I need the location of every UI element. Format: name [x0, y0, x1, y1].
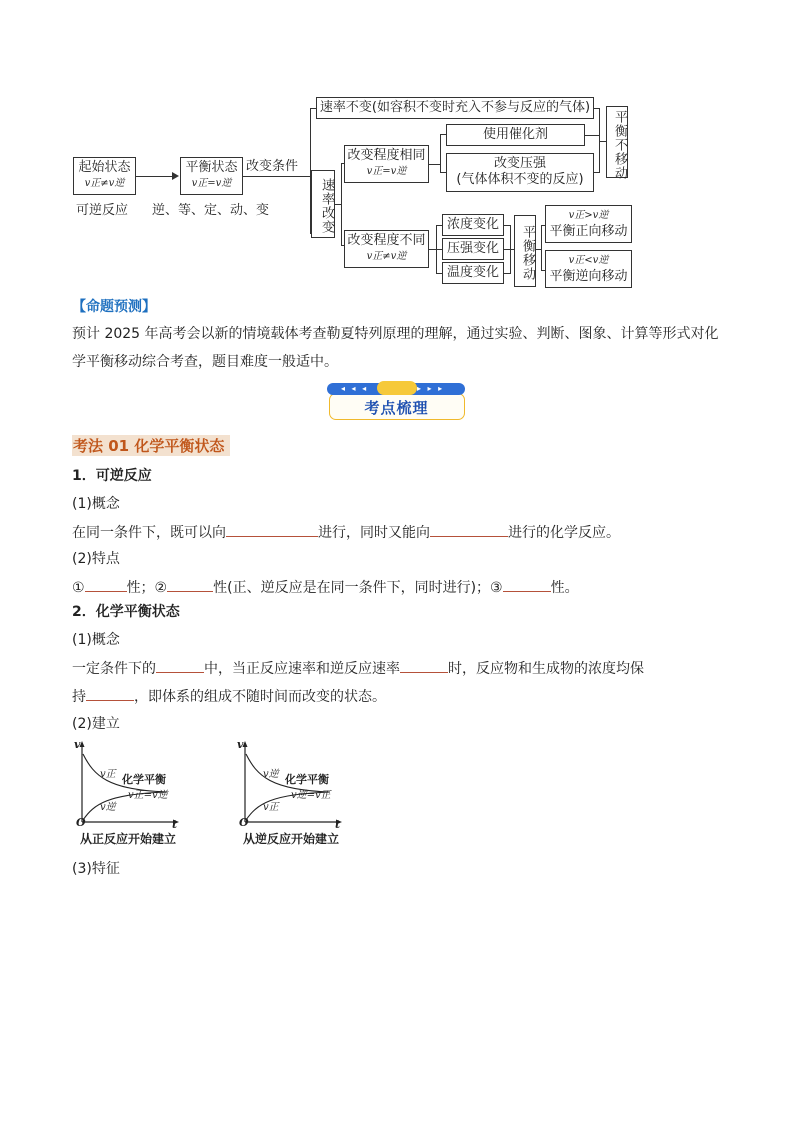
g2-origin: O: [239, 816, 249, 829]
temp-change-label: 温度变化: [446, 265, 499, 280]
pressure-box: [446, 153, 594, 192]
s2-build-label: (2)建立: [72, 716, 120, 732]
graph-forward: [72, 740, 202, 850]
reverse-cond: v正<v逆: [568, 255, 609, 266]
eq-move-label: 平衡移动: [520, 224, 535, 281]
blank-5[interactable]: [503, 577, 551, 592]
g1-eq-cond: v正=v逆: [128, 790, 168, 801]
banner-dots-right: ▸ ▸ ▸: [417, 384, 445, 393]
s2-l2b: ，即体系的组成不随时间而改变的状态。: [134, 689, 386, 705]
s1-concept-a: 在同一条件下，既可以向: [72, 525, 226, 541]
s1-f2b: 性(正、逆反应是在同一条件下，同时进行)；③: [213, 580, 503, 596]
forward-move-box: [545, 205, 632, 243]
s1-concept-label: (1)概念: [72, 496, 120, 512]
prediction-line1: 预计 2025 年高考会以新的情境载体考查勒夏特列原理的理解，通过实验、判断、图象、计算等形式对化: [72, 326, 719, 342]
conc-change-box: [442, 214, 504, 236]
eq-state-label: 平衡状态: [185, 160, 238, 175]
s2-heading: 2．化学平衡状态: [72, 604, 180, 620]
blank-7[interactable]: [400, 658, 448, 673]
eq-features-label: 逆、等、定、动、变: [152, 203, 270, 218]
s1-concept-c: 进行的化学反应。: [508, 525, 620, 541]
g1-axis-v: v: [74, 738, 81, 751]
diff-degree-label: 改变程度不同: [347, 233, 426, 248]
s2-l2a: 持: [72, 689, 86, 705]
reversible-label: 可逆反应: [76, 203, 129, 218]
blank-2[interactable]: [430, 522, 508, 537]
graph-reverse: [235, 740, 365, 850]
pressure-line1: 改变压强: [493, 156, 546, 171]
g2-axis-v: v: [237, 738, 244, 751]
s2-line1: [72, 658, 644, 679]
g2-eq: 化学平衡: [285, 773, 329, 786]
forward-move-label: 平衡正向移动: [549, 224, 628, 239]
blank-1[interactable]: [226, 522, 318, 537]
conc-change-label: 浓度变化: [446, 217, 499, 232]
s1-feature-line: [72, 577, 579, 598]
g2-eq-cond: v逆=v正: [291, 790, 331, 801]
s2-feature-label: (3)特征: [72, 861, 120, 877]
blank-6[interactable]: [156, 658, 204, 673]
rate-change-label: 速率改变: [319, 178, 334, 234]
section-banner: [325, 381, 468, 421]
eq-move-box: [514, 215, 536, 287]
no-move-label: 平衡不移动: [612, 110, 627, 180]
catalyst-box: [446, 124, 585, 146]
prediction-heading: 【命题预测】: [72, 299, 156, 315]
catalyst-label: 使用催化剂: [482, 127, 548, 142]
arrow-right-icon: [172, 172, 179, 180]
start-state-box: [73, 157, 136, 195]
s1-concept-line: [72, 522, 620, 543]
start-state-label: 起始状态: [78, 160, 131, 175]
g1-caption: 从正反应开始建立: [80, 832, 177, 846]
s2-line2: [72, 686, 386, 707]
start-state-cond: v正≠v逆: [84, 178, 125, 189]
g2-axis-t: t: [335, 818, 341, 831]
g2-caption: 从逆反应开始建立: [243, 832, 340, 846]
g1-upper: v正: [100, 769, 116, 780]
reverse-move-box: [545, 250, 632, 288]
forward-cond: v正>v逆: [568, 210, 609, 221]
s1-feature-label: (2)特点: [72, 551, 120, 567]
blank-3[interactable]: [85, 577, 127, 592]
diff-degree-cond: v正≠v逆: [366, 251, 407, 262]
eq-state-cond: v正=v逆: [191, 178, 232, 189]
s2-l1c: 时，反应物和生成物的浓度均保: [448, 661, 644, 677]
reverse-move-label: 平衡逆向移动: [549, 269, 628, 284]
press-change-box: [442, 238, 504, 260]
temp-change-box: [442, 262, 504, 284]
g2-upper: v逆: [263, 769, 279, 780]
g2-lower: v正: [263, 802, 279, 813]
rate-same-note: 速率不变(如容积不变时充入不参与反应的气体): [319, 100, 591, 115]
press-change-label: 压强变化: [446, 241, 499, 256]
s1-f1: ①: [72, 580, 85, 596]
prediction-line2: 学平衡移动综合考查，题目难度一般适中。: [72, 354, 338, 370]
s1-f1b: 性；②: [126, 580, 168, 596]
diff-degree-box: [344, 230, 429, 268]
pressure-line2: (气体体积不变的反应): [456, 172, 584, 187]
g1-eq: 化学平衡: [122, 773, 166, 786]
rate-same-box: [316, 97, 594, 119]
banner-dots-left: ◂ ◂ ◂: [341, 384, 369, 393]
s2-l1b: 中，当正反应速率和逆反应速率: [204, 661, 400, 677]
no-move-box: [606, 106, 628, 178]
s1-concept-b: 进行，同时又能向: [318, 525, 430, 541]
change-cond-label: 改变条件: [246, 159, 299, 174]
eq-state-box: [180, 157, 243, 195]
blank-8[interactable]: [86, 686, 134, 701]
blank-4[interactable]: [167, 577, 213, 592]
same-degree-cond: v正=v逆: [366, 166, 407, 177]
banner-label: 考点梳理: [364, 399, 429, 417]
g1-axis-t: t: [172, 818, 178, 831]
s2-concept-label: (1)概念: [72, 632, 120, 648]
s2-l1a: 一定条件下的: [72, 661, 156, 677]
g1-lower: v逆: [100, 802, 116, 813]
g1-origin: O: [76, 816, 86, 829]
same-degree-box: [344, 145, 429, 183]
section-title: 考法 01 化学平衡状态: [73, 437, 225, 455]
rate-change-box: [311, 170, 335, 238]
s1-f3b: 性。: [550, 580, 579, 596]
s1-heading: 1．可逆反应: [72, 468, 152, 484]
same-degree-label: 改变程度相同: [347, 148, 426, 163]
